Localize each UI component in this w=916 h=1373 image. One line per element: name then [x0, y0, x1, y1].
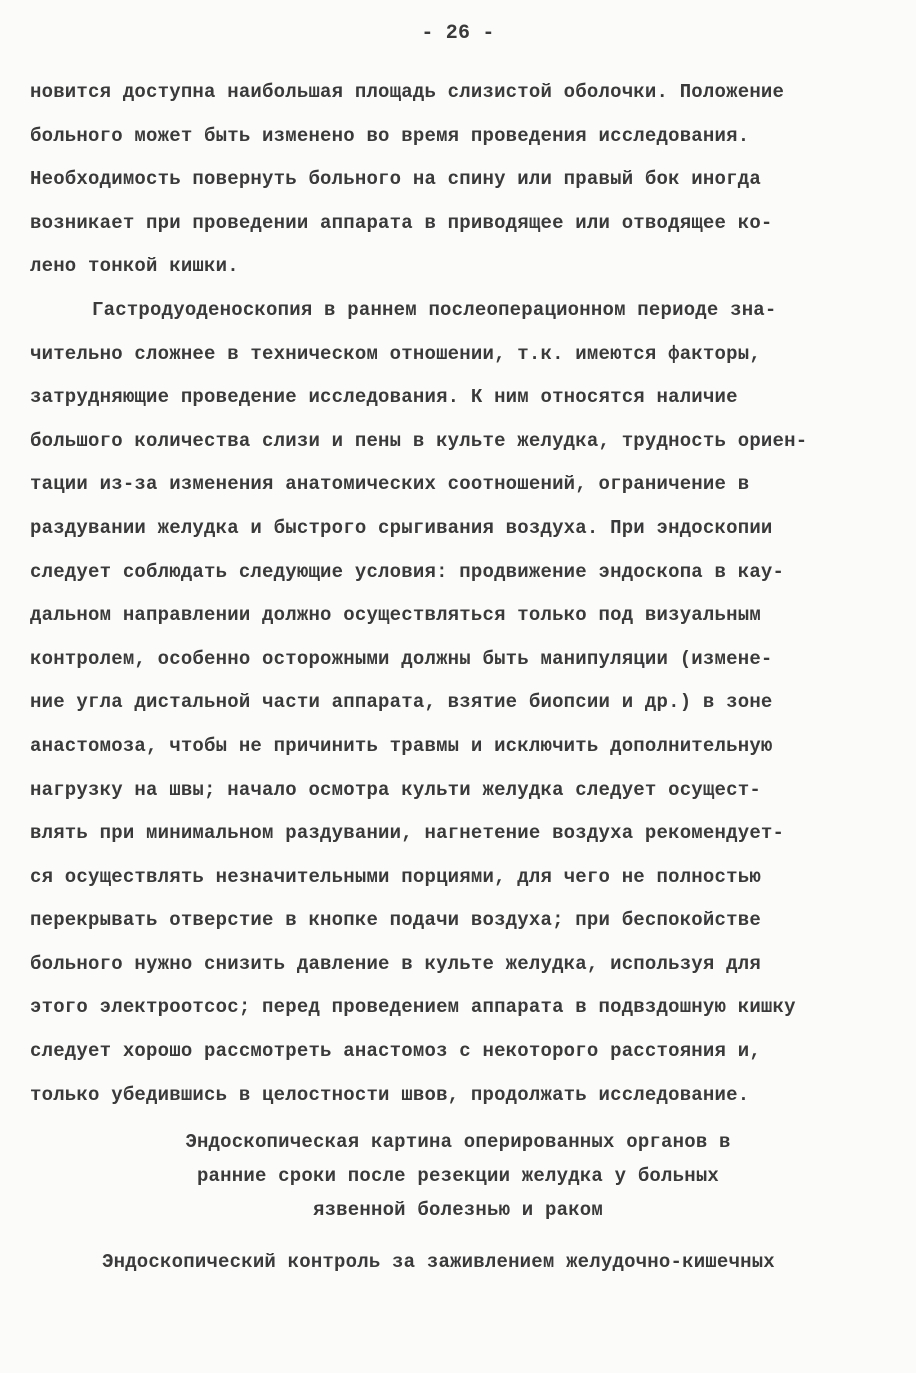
- heading-line: язвенной болезнью и раком: [312, 1199, 604, 1221]
- heading-line: ранние сроки после резекции желудка у больных: [196, 1165, 720, 1187]
- text-line: новится доступна наибольшая площадь слизистой оболочки. Положение: [30, 81, 785, 103]
- text-line: Необходимость повернуть больного на спину или правый бок иногда: [30, 168, 761, 191]
- text-line: раздувании желудка и быстрого срыгивания воздуха. При эндоскопии: [30, 516, 773, 539]
- text-line: только убедившись в целостности швов, продолжать исследование.: [30, 1083, 750, 1106]
- heading-line: Эндоскопическая картина оперированных органов в: [185, 1131, 731, 1153]
- text-line: чительно сложнее в техническом отношении, т.к. имеются факторы,: [30, 342, 761, 365]
- text-line: контролем, особенно осторожными должны быть манипуляции (измене-: [30, 647, 773, 670]
- text-line: дальном направлении должно осуществляться только под визуальным: [30, 604, 761, 627]
- text-line: влять при минимальном раздувании, нагнетение воздуха рекомендует-: [30, 822, 785, 845]
- text-line: затрудняющие проведение исследования. К ним относятся наличие: [30, 386, 738, 409]
- text-line: нагрузку на швы; начало осмотра культи желудка следует осущест-: [30, 778, 761, 801]
- text-line: больного может быть изменено во время проведения исследования.: [30, 124, 750, 147]
- page-number: - 26 -: [421, 22, 495, 45]
- text-line: анастомоза, чтобы не причинить травмы и исключить дополнительную: [30, 734, 773, 757]
- text-line: больного нужно снизить давление в культе желудка, используя для: [30, 952, 761, 975]
- text-line: этого электроотсос; перед проведением аппарата в подвздошную кишку: [30, 996, 796, 1019]
- text-line: возникает при проведении аппарата в приводящее или отводящее ко-: [30, 211, 773, 234]
- body-text: [30, 78, 900, 1124]
- text-line: большого количества слизи и пены в культе желудка, трудность ориен-: [30, 429, 808, 452]
- text-line: Эндоскопический контроль за заживлением желудочно-кишечных: [102, 1251, 775, 1273]
- section-heading: [0, 1128, 916, 1230]
- text-line: Гастродуоденоскопия в раннем послеоперационном периоде зна-: [92, 298, 777, 321]
- text-line: перекрывать отверстие в кнопке подачи воздуха; при беспокойстве: [30, 909, 761, 932]
- text-line: следует соблюдать следующие условия: продвижение эндоскопа в кау-: [30, 560, 785, 583]
- text-line: тации из-за изменения анатомических соотношений, ограничение в: [30, 473, 750, 496]
- text-line: ние угла дистальной части аппарата, взятие биопсии и др.) в зоне: [30, 691, 773, 714]
- text-line: лено тонкой кишки.: [30, 255, 239, 278]
- text-line: ся осуществлять незначительными порциями, для чего не полностью: [30, 865, 761, 888]
- text-line: следует хорошо рассмотреть анастомоз с некоторого расстояния и,: [30, 1040, 761, 1063]
